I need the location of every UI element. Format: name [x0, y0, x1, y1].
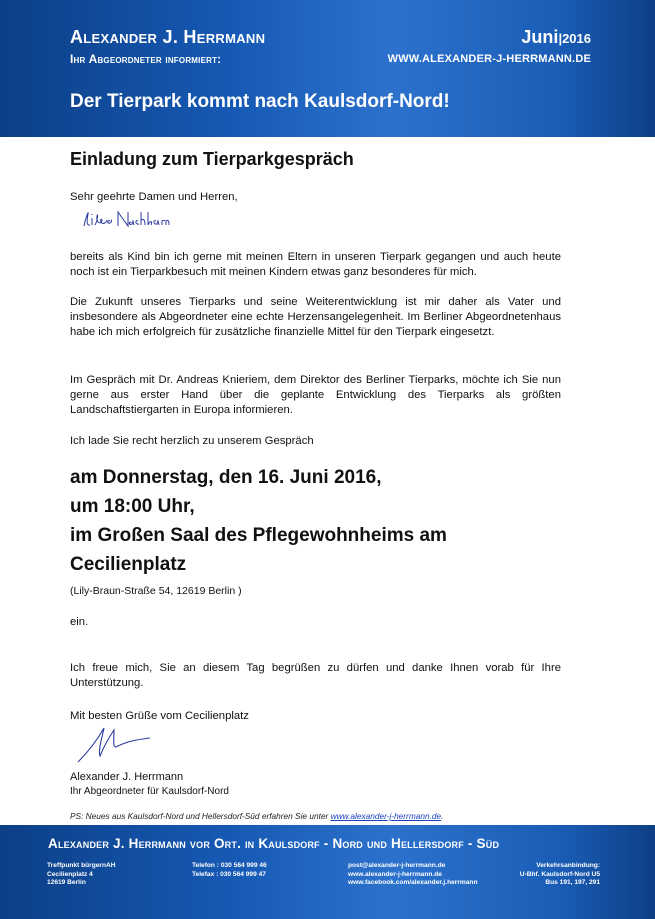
- event-date: am Donnerstag, den 16. Juni 2016,: [70, 467, 382, 488]
- event-address: (Lily-Braun-Straße 54, 12619 Berlin ): [70, 585, 242, 597]
- paragraph-4: Ich lade Sie recht herzlich zu unserem Gespräch: [70, 435, 314, 447]
- paragraph-5: Ich freue mich, Sie an diesem Tag begrüßen zu dürfen und danke Ihnen vorab für Ihre Unterstützung.: [70, 662, 561, 689]
- signer-name: Alexander J. Herrmann: [70, 771, 184, 783]
- footer-email[interactable]: post@alexander-j-herrmann.de: [348, 862, 446, 869]
- headline: Der Tierpark kommt nach Kaulsdorf-Nord!: [70, 91, 450, 112]
- footer-address-line: Treffpunkt bürgernAH: [47, 862, 116, 869]
- postscript: [70, 811, 443, 821]
- footer-fax-line: Telefax : 030 564 999 47: [192, 870, 266, 878]
- footer-phone-line: Telefon : 030 564 999 46: [192, 862, 267, 869]
- issue-month: Juni: [521, 27, 559, 47]
- ein-text: ein.: [70, 616, 89, 628]
- footer-address-line: 12619 Berlin: [47, 879, 86, 886]
- handwritten-salutation: [80, 206, 170, 232]
- letter-title: Einladung zum Tierparkgespräch: [70, 149, 354, 169]
- author-name: Alexander J. Herrmann: [70, 27, 266, 47]
- ps-website-link[interactable]: www.alexander-j-herrmann.de: [330, 811, 442, 821]
- footer-address-line: Cecilienplatz 4: [47, 870, 93, 878]
- paragraph-1: bereits als Kind bin ich gerne mit meinen Eltern in unseren Tierpark gegangen und auch heute noch ist ein Tierparkbesuch mit meinen Kindern etwas ganz besonderes für mich.: [70, 251, 561, 278]
- footer-title: Alexander J. Herrmann vor Ort. in Kaulsdorf - Nord und Hellersdorf - Süd: [48, 836, 500, 851]
- footer-facebook[interactable]: www.facebook.com/alexander.j.herrmann: [348, 879, 478, 886]
- event-time: um 18:00 Uhr,: [70, 496, 195, 517]
- footer-transport: [520, 862, 600, 888]
- issue-year: |2016: [558, 31, 591, 46]
- issue-date: [521, 27, 591, 48]
- footer-website[interactable]: www.alexander-j-herrmann.de: [348, 870, 442, 878]
- ps-text: PS: Neues aus Kaulsdorf-Nord und Hellersdorf-Süd erfahren Sie unter: [70, 811, 331, 821]
- salutation: Sehr geehrte Damen und Herren,: [70, 191, 238, 203]
- header-subtitle: Ihr Abgeordneter informiert:: [70, 52, 222, 66]
- paragraph-2: Die Zukunft unseres Tierparks und seine Weiterentwicklung ist mir daher als Vater und insbesondere als Abgeordneter eine echte Herzensangelegenheit. Im Berliner Abgeordnetenhaus habe ich mich erfolgreich für zusätzliche finanzielle Mittel für den Tierpark eingesetzt.: [70, 296, 561, 338]
- paragraph-3: Im Gespräch mit Dr. Andreas Knieriem, dem Direktor des Berliner Tierparks, möchte ich Sie nun gerne aus erster Hand über die geplante Entwicklung des Tierparks als größten Landschaftstiergarten in Europa informieren.: [70, 374, 561, 416]
- signature: [74, 724, 164, 766]
- footer-contact: [348, 862, 477, 888]
- header-banner: [0, 0, 655, 137]
- footer-phone: [192, 862, 267, 879]
- header-website: WWW.ALEXANDER-J-HERRMANN.DE: [387, 53, 591, 65]
- closing: Mit besten Grüße vom Cecilienplatz: [70, 710, 249, 722]
- footer-transport-line: U-Bhf. Kaulsdorf-Nord U5: [519, 870, 600, 878]
- footer-transport-line: Verkehrsanbindung:: [536, 862, 600, 869]
- footer-address: [47, 862, 116, 888]
- event-location: im Großen Saal des Pflegewohnheims am: [70, 525, 447, 546]
- signer-title: Ihr Abgeordneter für Kaulsdorf-Nord: [70, 786, 229, 797]
- ps-end: .: [441, 811, 444, 821]
- footer-transport-line: Bus 191, 197, 291: [545, 879, 600, 886]
- event-location-2: Cecilienplatz: [70, 554, 187, 575]
- footer-banner: [0, 825, 655, 919]
